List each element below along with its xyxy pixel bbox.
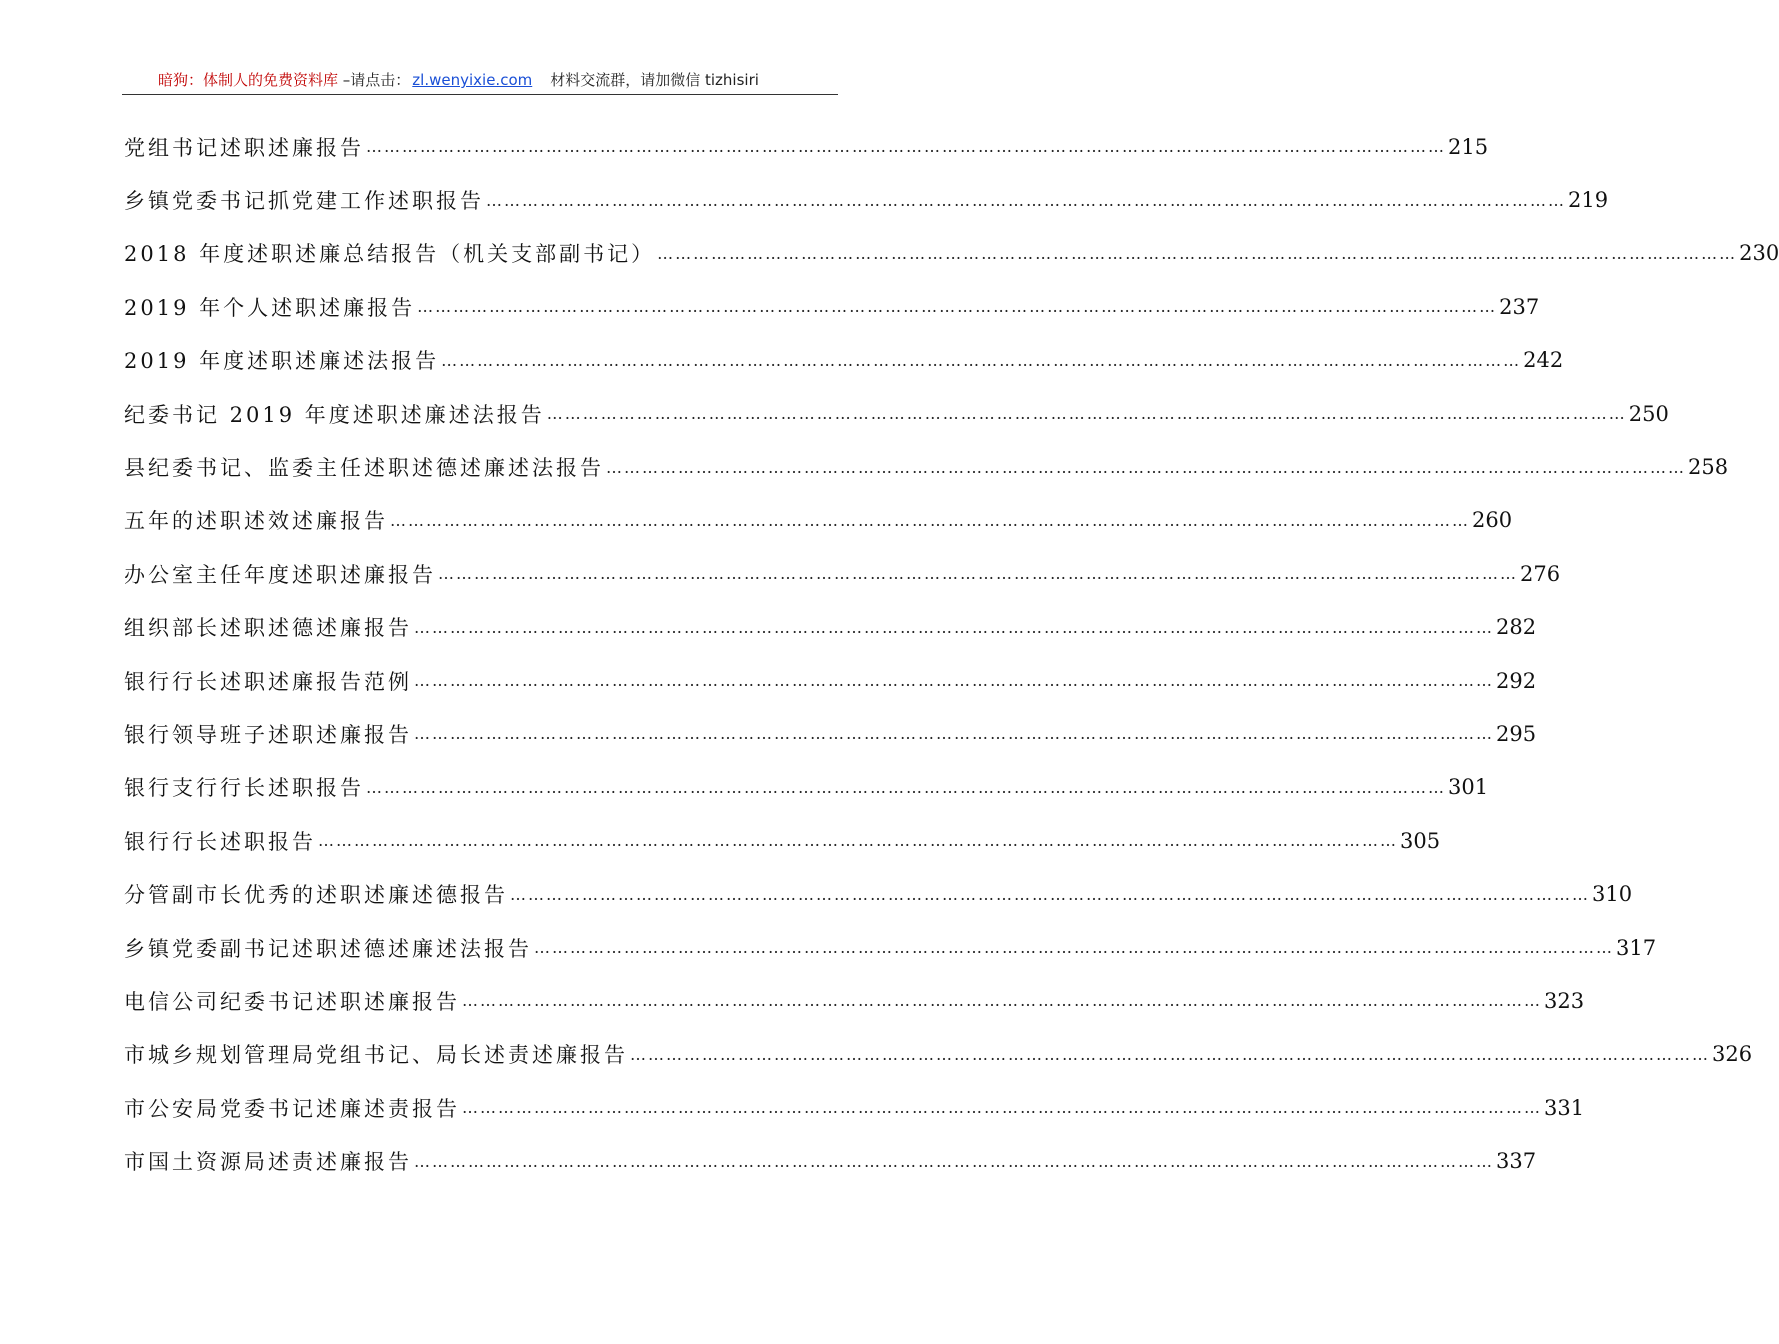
toc-entry[interactable] — [124, 761, 1489, 814]
toc-entry-title: 2019 年度述职述廉述法报告 — [124, 349, 440, 374]
toc-entry-page: 292 — [1496, 668, 1537, 693]
toc-entry-page: 282 — [1496, 615, 1537, 640]
toc-leader-dots: ……………………………………………………………………………………………………………………………………………………………… — [657, 243, 1738, 263]
toc-leader-dots: ……………………………………………………………………………………………………………………………………………………………… — [390, 510, 1470, 530]
toc-entry[interactable] — [124, 227, 1779, 280]
toc-entry-title: 乡镇党委副书记述职述德述廉述法报告 — [124, 936, 532, 961]
toc-entry-page: 258 — [1688, 455, 1729, 480]
toc-leader-dots: ……………………………………………………………………………………………………………………………………………………………… — [630, 1044, 1710, 1064]
toc-entry-page: 331 — [1544, 1095, 1585, 1120]
toc-entry-title: 纪委书记 2019 年度述职述廉述法报告 — [124, 402, 545, 427]
toc-leader-dots: ……………………………………………………………………………………………………………………………………………………………… — [417, 297, 1498, 317]
toc-entry[interactable] — [124, 494, 1513, 547]
toc-leader-dots: ……………………………………………………………………………………………………………………………………………………………… — [366, 777, 1446, 797]
toc-entry-title: 乡镇党委书记抓党建工作述职报告 — [124, 189, 484, 214]
toc-entry-title: 分管副市长优秀的述职述廉述德报告 — [124, 883, 508, 908]
toc-entry-title: 市国土资源局述责述廉报告 — [124, 1150, 412, 1175]
toc-entry-page: 276 — [1520, 561, 1561, 586]
toc-entry[interactable] — [124, 120, 1489, 173]
toc-entry-title: 办公室主任年度述职述廉报告 — [124, 562, 436, 587]
toc-leader-dots: ……………………………………………………………………………………………………………………………………………………………… — [366, 137, 1446, 157]
toc-leader-dots: ……………………………………………………………………………………………………………………………………………………………… — [318, 831, 1398, 851]
toc-entry-title: 电信公司纪委书记述职述廉报告 — [124, 989, 460, 1014]
toc-entry-page: 250 — [1628, 401, 1669, 426]
header-link[interactable]: zl.wenyixie.com — [412, 71, 533, 89]
toc-entry-page: 260 — [1472, 508, 1513, 533]
toc-entry[interactable] — [124, 974, 1585, 1027]
toc-entry[interactable] — [124, 280, 1540, 333]
toc-entry-title: 市城乡规划管理局党组书记、局长述责述廉报告 — [124, 1043, 628, 1068]
toc-entry-page: 305 — [1400, 828, 1441, 853]
toc-entry[interactable] — [124, 1134, 1537, 1187]
toc-entry[interactable] — [124, 173, 1609, 226]
toc-entry-title: 银行支行行长述职报告 — [124, 776, 364, 801]
toc-entry-page: 230 — [1739, 241, 1779, 266]
toc-leader-dots: ……………………………………………………………………………………………………………………………………………………………… — [414, 724, 1494, 744]
toc-entry-page: 326 — [1712, 1042, 1753, 1067]
toc-entry-title: 五年的述职述效述廉报告 — [124, 509, 388, 534]
header-prompt: –请点击： — [338, 71, 411, 89]
toc-entry-page: 242 — [1523, 348, 1564, 373]
toc-entry-page: 301 — [1448, 775, 1489, 800]
toc-leader-dots: ……………………………………………………………………………………………………………………………………………………………… — [546, 404, 1627, 424]
header-group-note: 材料交流群，请加微信 tizhisiri — [550, 71, 759, 89]
toc-entry-page: 215 — [1448, 134, 1489, 159]
toc-entry-page: 323 — [1544, 988, 1585, 1013]
toc-entry-page: 337 — [1496, 1149, 1537, 1174]
toc-entry[interactable] — [124, 867, 1633, 920]
toc-entry-page: 237 — [1499, 294, 1540, 319]
toc-entry-title: 组织部长述职述德述廉报告 — [124, 616, 412, 641]
toc-entry[interactable] — [124, 547, 1561, 600]
toc-leader-dots: ……………………………………………………………………………………………………………………………………………………………… — [414, 1151, 1494, 1171]
toc-entry-title: 2019 年个人述职述廉报告 — [124, 295, 416, 320]
toc-entry-title: 银行领导班子述职述廉报告 — [124, 722, 412, 747]
page-header — [122, 66, 838, 95]
toc-entry-title: 银行行长述职报告 — [124, 829, 316, 854]
toc-leader-dots: ……………………………………………………………………………………………………………………………………………………………… — [534, 938, 1614, 958]
toc-entry-title: 市公安局党委书记述廉述责报告 — [124, 1096, 460, 1121]
toc-entry-title: 县纪委书记、监委主任述职述德述廉述法报告 — [124, 456, 604, 481]
toc-entry-title: 银行行长述职述廉报告范例 — [124, 669, 412, 694]
toc-entry[interactable] — [124, 921, 1657, 974]
toc-entry-page: 295 — [1496, 721, 1537, 746]
toc-entry[interactable] — [124, 1028, 1753, 1081]
toc-entry[interactable] — [124, 1081, 1585, 1134]
toc-entry[interactable] — [124, 814, 1441, 867]
toc-leader-dots: ……………………………………………………………………………………………………………………………………………………………… — [438, 564, 1518, 584]
toc-entry[interactable] — [124, 334, 1564, 387]
toc-leader-dots: ……………………………………………………………………………………………………………………………………………………………… — [441, 350, 1522, 370]
toc-entry-page: 310 — [1592, 882, 1633, 907]
toc-entry-page: 219 — [1568, 188, 1609, 213]
toc-entry[interactable] — [124, 387, 1669, 440]
toc-entry[interactable] — [124, 654, 1537, 707]
toc-leader-dots: ……………………………………………………………………………………………………………………………………………………………… — [462, 991, 1542, 1011]
table-of-contents — [124, 120, 1779, 1188]
toc-entry[interactable] — [124, 707, 1537, 760]
toc-entry[interactable] — [124, 440, 1729, 493]
toc-entry-title: 2018 年度述职述廉总结报告（机关支部副书记） — [124, 242, 656, 267]
toc-entry-page: 317 — [1616, 935, 1657, 960]
toc-leader-dots: ……………………………………………………………………………………………………………………………………………………………… — [414, 617, 1494, 637]
toc-leader-dots: ……………………………………………………………………………………………………………………………………………………………… — [462, 1098, 1542, 1118]
toc-entry[interactable] — [124, 601, 1537, 654]
toc-entry-title: 党组书记述职述廉报告 — [124, 135, 364, 160]
toc-leader-dots: ……………………………………………………………………………………………………………………………………………………………… — [510, 884, 1590, 904]
header-brand: 暗狗：体制人的免费资料库 — [158, 71, 339, 89]
toc-leader-dots: ……………………………………………………………………………………………………………………………………………………………… — [606, 457, 1686, 477]
toc-leader-dots: ……………………………………………………………………………………………………………………………………………………………… — [414, 671, 1494, 691]
toc-leader-dots: ……………………………………………………………………………………………………………………………………………………………… — [486, 190, 1566, 210]
